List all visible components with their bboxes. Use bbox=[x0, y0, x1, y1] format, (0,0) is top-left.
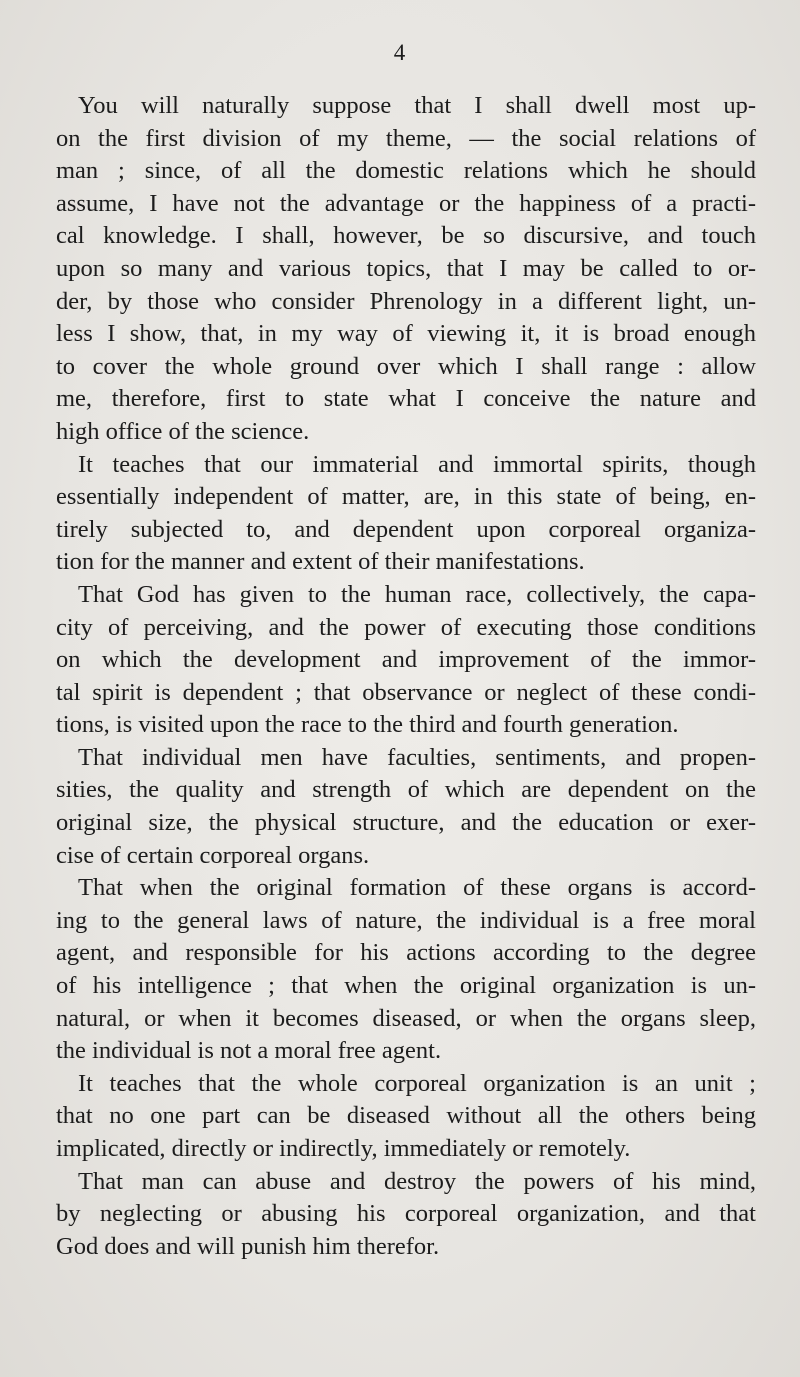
text-line: by neglecting or abusing his corporeal organization, and that bbox=[56, 1200, 756, 1228]
text-line: me, therefore, first to state what I conceive the nature and bbox=[56, 385, 756, 413]
page-number: 4 bbox=[393, 40, 407, 65]
text-line: der, by those who consider Phrenology in a different light, un- bbox=[56, 287, 756, 315]
text-line: of his intelligence ; that when the original organization is un- bbox=[56, 972, 756, 1000]
text-line: cal knowledge. I shall, however, be so discursive, and touch bbox=[56, 222, 756, 250]
paragraph bbox=[56, 742, 756, 872]
text-line: agent, and responsible for his actions according to the degree bbox=[56, 939, 756, 967]
text-line: That man can abuse and destroy the powers of his mind, bbox=[78, 1167, 756, 1195]
text-line: the individual is not a moral free agent. bbox=[56, 1037, 442, 1065]
text-line: upon so many and various topics, that I may be called to or- bbox=[56, 254, 756, 282]
text-line: on the first division of my theme, — the social relations of bbox=[56, 124, 756, 152]
paragraph bbox=[56, 90, 756, 449]
text-line: essentially independent of matter, are, in this state of being, en- bbox=[56, 483, 756, 511]
text-line: high office of the science. bbox=[56, 417, 310, 445]
text-line: tion for the manner and extent of their manifestations. bbox=[56, 548, 585, 576]
body-text bbox=[56, 90, 756, 1263]
text-line: natural, or when it becomes diseased, or when the organs sleep, bbox=[56, 1004, 756, 1032]
text-line: tal spirit is dependent ; that observance or neglect of these condi- bbox=[56, 678, 756, 706]
text-line: That individual men have faculties, sentiments, and propen- bbox=[78, 743, 756, 771]
text-line: original size, the physical structure, and the education or exer- bbox=[56, 809, 756, 837]
text-line: less I show, that, in my way of viewing it, it is broad enough bbox=[56, 320, 756, 348]
text-line: sities, the quality and strength of which are dependent on the bbox=[56, 776, 756, 804]
text-line: You will naturally suppose that I shall dwell most up- bbox=[78, 92, 756, 119]
text-line: ing to the general laws of nature, the individual is a free moral bbox=[56, 906, 756, 934]
text-line: man ; since, of all the domestic relations which he should bbox=[56, 157, 756, 185]
text-line: implicated, directly or indirectly, immediately or remotely. bbox=[56, 1135, 631, 1162]
text-line: It teaches that the whole corporeal organization is an unit ; bbox=[78, 1069, 756, 1097]
paragraph bbox=[56, 872, 756, 1068]
text-line: tirely subjected to, and dependent upon corporeal organiza- bbox=[56, 515, 756, 543]
text-line: to cover the whole ground over which I shall range : allow bbox=[56, 352, 756, 380]
text-line: city of perceiving, and the power of executing those conditions bbox=[56, 613, 756, 641]
text-line: on which the development and improvement of the immor- bbox=[56, 646, 756, 674]
paragraph bbox=[56, 579, 756, 742]
text-line: God does and will punish him therefor. bbox=[56, 1232, 440, 1260]
text-line: cise of certain corporeal organs. bbox=[56, 841, 370, 869]
paragraph bbox=[56, 1166, 756, 1264]
text-line: assume, I have not the advantage or the happiness of a practi- bbox=[56, 189, 756, 217]
text-line: That God has given to the human race, collectively, the capa- bbox=[78, 580, 756, 608]
text-line: tions, is visited upon the race to the third and fourth generation. bbox=[56, 711, 679, 739]
text-line: That when the original formation of these organs is accord- bbox=[78, 874, 756, 902]
paragraph bbox=[56, 449, 756, 579]
text-line: It teaches that our immaterial and immortal spirits, though bbox=[78, 450, 756, 478]
text-line: that no one part can be diseased without all the others being bbox=[56, 1102, 756, 1130]
paragraph bbox=[56, 1068, 756, 1166]
